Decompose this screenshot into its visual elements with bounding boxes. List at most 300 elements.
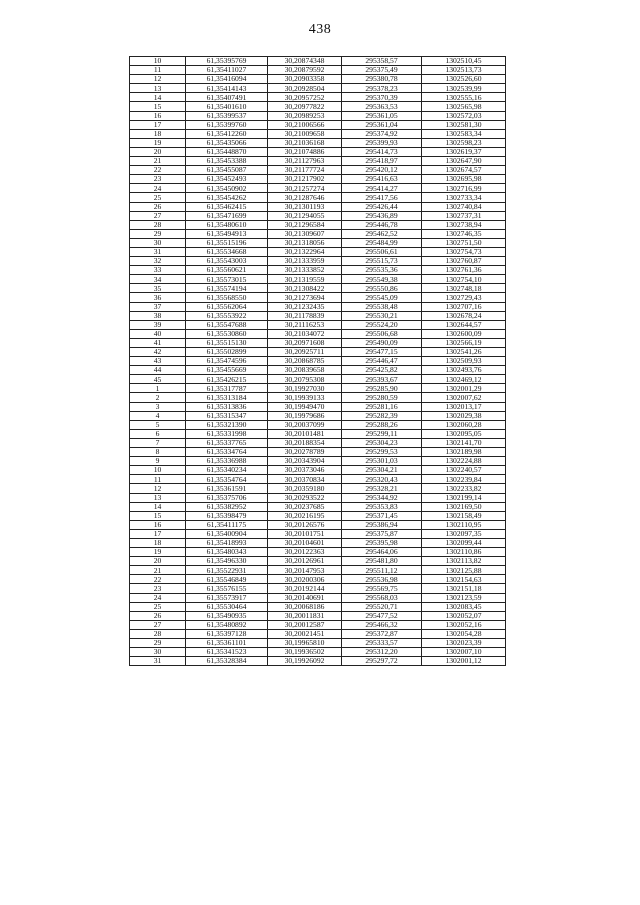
latitude-cell: 61,35494913 bbox=[186, 229, 268, 238]
point-number-cell: 5 bbox=[130, 420, 186, 429]
longitude-cell: 30,21217902 bbox=[268, 175, 342, 184]
longitude-cell: 30,21034072 bbox=[268, 329, 342, 338]
x-coordinate-cell: 295416,63 bbox=[342, 175, 422, 184]
point-number-cell: 17 bbox=[130, 120, 186, 129]
x-coordinate-cell: 295511,12 bbox=[342, 566, 422, 575]
x-coordinate-cell: 295549,38 bbox=[342, 275, 422, 284]
y-coordinate-cell: 1302469,12 bbox=[422, 375, 506, 384]
longitude-cell: 30,20293522 bbox=[268, 493, 342, 502]
longitude-cell: 30,20012587 bbox=[268, 620, 342, 629]
point-number-cell: 24 bbox=[130, 593, 186, 602]
longitude-cell: 30,21333852 bbox=[268, 266, 342, 275]
longitude-cell: 30,20359180 bbox=[268, 484, 342, 493]
x-coordinate-cell: 295304,23 bbox=[342, 438, 422, 447]
point-number-cell: 36 bbox=[130, 293, 186, 302]
table-row bbox=[130, 393, 506, 402]
x-coordinate-cell: 295420,12 bbox=[342, 166, 422, 175]
longitude-cell: 30,21318056 bbox=[268, 238, 342, 247]
latitude-cell: 61,35562064 bbox=[186, 302, 268, 311]
point-number-cell: 27 bbox=[130, 211, 186, 220]
point-number-cell: 19 bbox=[130, 548, 186, 557]
y-coordinate-cell: 1302737,31 bbox=[422, 211, 506, 220]
x-coordinate-cell: 295464,06 bbox=[342, 548, 422, 557]
x-coordinate-cell: 295380,78 bbox=[342, 75, 422, 84]
x-coordinate-cell: 295490,09 bbox=[342, 338, 422, 347]
y-coordinate-cell: 1302674,57 bbox=[422, 166, 506, 175]
longitude-cell: 30,20928504 bbox=[268, 84, 342, 93]
latitude-cell: 61,35416094 bbox=[186, 75, 268, 84]
y-coordinate-cell: 1302239,84 bbox=[422, 475, 506, 484]
table-row bbox=[130, 520, 506, 529]
x-coordinate-cell: 295353,83 bbox=[342, 502, 422, 511]
latitude-cell: 61,35462415 bbox=[186, 202, 268, 211]
y-coordinate-cell: 1302097,35 bbox=[422, 529, 506, 538]
table-row bbox=[130, 438, 506, 447]
latitude-cell: 61,35448870 bbox=[186, 147, 268, 156]
latitude-cell: 61,35382952 bbox=[186, 502, 268, 511]
x-coordinate-cell: 295506,68 bbox=[342, 329, 422, 338]
longitude-cell: 30,20192144 bbox=[268, 584, 342, 593]
x-coordinate-cell: 295375,87 bbox=[342, 529, 422, 538]
latitude-cell: 61,35361101 bbox=[186, 639, 268, 648]
table-row bbox=[130, 411, 506, 420]
x-coordinate-cell: 295288,26 bbox=[342, 420, 422, 429]
y-coordinate-cell: 1302581,30 bbox=[422, 120, 506, 129]
latitude-cell: 61,35573015 bbox=[186, 275, 268, 284]
longitude-cell: 30,21074886 bbox=[268, 147, 342, 156]
point-number-cell: 18 bbox=[130, 129, 186, 138]
table-row bbox=[130, 575, 506, 584]
longitude-cell: 30,20370834 bbox=[268, 475, 342, 484]
y-coordinate-cell: 1302566,19 bbox=[422, 338, 506, 347]
table-row bbox=[130, 384, 506, 393]
x-coordinate-cell: 295378,23 bbox=[342, 84, 422, 93]
longitude-cell: 30,20839658 bbox=[268, 366, 342, 375]
table-row bbox=[130, 284, 506, 293]
table-row bbox=[130, 184, 506, 193]
latitude-cell: 61,35411027 bbox=[186, 66, 268, 75]
latitude-cell: 61,35337765 bbox=[186, 438, 268, 447]
point-number-cell: 15 bbox=[130, 511, 186, 520]
longitude-cell: 30,20216195 bbox=[268, 511, 342, 520]
latitude-cell: 61,35576155 bbox=[186, 584, 268, 593]
longitude-cell: 30,20200306 bbox=[268, 575, 342, 584]
longitude-cell: 30,21009658 bbox=[268, 129, 342, 138]
table-row bbox=[130, 202, 506, 211]
table-row bbox=[130, 375, 506, 384]
x-coordinate-cell: 295281,16 bbox=[342, 402, 422, 411]
x-coordinate-cell: 295304,21 bbox=[342, 466, 422, 475]
longitude-cell: 30,20795308 bbox=[268, 375, 342, 384]
longitude-cell: 30,21333959 bbox=[268, 257, 342, 266]
y-coordinate-cell: 1302733,34 bbox=[422, 193, 506, 202]
table-row bbox=[130, 475, 506, 484]
latitude-cell: 61,35471699 bbox=[186, 211, 268, 220]
y-coordinate-cell: 1302158,49 bbox=[422, 511, 506, 520]
point-number-cell: 10 bbox=[130, 57, 186, 66]
y-coordinate-cell: 1302493,76 bbox=[422, 366, 506, 375]
point-number-cell: 8 bbox=[130, 448, 186, 457]
table-row bbox=[130, 138, 506, 147]
page-number: 438 bbox=[308, 22, 332, 37]
longitude-cell: 30,21036168 bbox=[268, 138, 342, 147]
x-coordinate-cell: 295399,93 bbox=[342, 138, 422, 147]
y-coordinate-cell: 1302083,45 bbox=[422, 602, 506, 611]
longitude-cell: 30,20989253 bbox=[268, 111, 342, 120]
table-row bbox=[130, 648, 506, 657]
latitude-cell: 61,35361591 bbox=[186, 484, 268, 493]
y-coordinate-cell: 1302052,16 bbox=[422, 620, 506, 629]
y-coordinate-cell: 1302154,63 bbox=[422, 575, 506, 584]
x-coordinate-cell: 295484,99 bbox=[342, 238, 422, 247]
y-coordinate-cell: 1302001,12 bbox=[422, 657, 506, 666]
longitude-cell: 30,19936502 bbox=[268, 648, 342, 657]
longitude-cell: 30,19927030 bbox=[268, 384, 342, 393]
y-coordinate-cell: 1302151,18 bbox=[422, 584, 506, 593]
latitude-cell: 61,35397128 bbox=[186, 629, 268, 638]
point-number-cell: 34 bbox=[130, 275, 186, 284]
table-row bbox=[130, 129, 506, 138]
point-number-cell: 37 bbox=[130, 302, 186, 311]
x-coordinate-cell: 295446,47 bbox=[342, 357, 422, 366]
point-number-cell: 42 bbox=[130, 348, 186, 357]
longitude-cell: 30,20373046 bbox=[268, 466, 342, 475]
point-number-cell: 44 bbox=[130, 366, 186, 375]
longitude-cell: 30,20977822 bbox=[268, 102, 342, 111]
x-coordinate-cell: 295466,32 bbox=[342, 620, 422, 629]
latitude-cell: 61,35328384 bbox=[186, 657, 268, 666]
x-coordinate-cell: 295361,04 bbox=[342, 120, 422, 129]
x-coordinate-cell: 295361,05 bbox=[342, 111, 422, 120]
point-number-cell: 41 bbox=[130, 338, 186, 347]
point-number-cell: 7 bbox=[130, 438, 186, 447]
y-coordinate-cell: 1302695,98 bbox=[422, 175, 506, 184]
point-number-cell: 21 bbox=[130, 157, 186, 166]
table-row bbox=[130, 402, 506, 411]
table-row bbox=[130, 157, 506, 166]
point-number-cell: 2 bbox=[130, 393, 186, 402]
point-number-cell: 29 bbox=[130, 229, 186, 238]
table-row bbox=[130, 211, 506, 220]
latitude-cell: 61,35515196 bbox=[186, 238, 268, 247]
longitude-cell: 30,21177724 bbox=[268, 166, 342, 175]
table-row bbox=[130, 639, 506, 648]
point-number-cell: 40 bbox=[130, 329, 186, 338]
latitude-cell: 61,35331998 bbox=[186, 429, 268, 438]
point-number-cell: 11 bbox=[130, 475, 186, 484]
y-coordinate-cell: 1302565,98 bbox=[422, 102, 506, 111]
x-coordinate-cell: 295550,86 bbox=[342, 284, 422, 293]
point-number-cell: 29 bbox=[130, 639, 186, 648]
latitude-cell: 61,35522931 bbox=[186, 566, 268, 575]
x-coordinate-cell: 295426,44 bbox=[342, 202, 422, 211]
x-coordinate-cell: 295393,67 bbox=[342, 375, 422, 384]
longitude-cell: 30,21296584 bbox=[268, 220, 342, 229]
longitude-cell: 30,20343904 bbox=[268, 457, 342, 466]
longitude-cell: 30,21006566 bbox=[268, 120, 342, 129]
longitude-cell: 30,21301193 bbox=[268, 202, 342, 211]
table-row bbox=[130, 220, 506, 229]
latitude-cell: 61,35502899 bbox=[186, 348, 268, 357]
latitude-cell: 61,35401610 bbox=[186, 102, 268, 111]
table-row bbox=[130, 302, 506, 311]
longitude-cell: 30,21322964 bbox=[268, 247, 342, 256]
table-row bbox=[130, 93, 506, 102]
y-coordinate-cell: 1302233,82 bbox=[422, 484, 506, 493]
table-row bbox=[130, 620, 506, 629]
x-coordinate-cell: 295414,73 bbox=[342, 147, 422, 156]
table-row bbox=[130, 147, 506, 156]
longitude-cell: 30,21116253 bbox=[268, 320, 342, 329]
x-coordinate-cell: 295282,39 bbox=[342, 411, 422, 420]
point-number-cell: 33 bbox=[130, 266, 186, 275]
table-row bbox=[130, 602, 506, 611]
y-coordinate-cell: 1302060,28 bbox=[422, 420, 506, 429]
x-coordinate-cell: 295524,20 bbox=[342, 320, 422, 329]
point-number-cell: 9 bbox=[130, 457, 186, 466]
y-coordinate-cell: 1302583,34 bbox=[422, 129, 506, 138]
longitude-cell: 30,20879592 bbox=[268, 66, 342, 75]
longitude-cell: 30,20868785 bbox=[268, 357, 342, 366]
point-number-cell: 14 bbox=[130, 93, 186, 102]
x-coordinate-cell: 295462,52 bbox=[342, 229, 422, 238]
longitude-cell: 30,20126576 bbox=[268, 520, 342, 529]
y-coordinate-cell: 1302754,10 bbox=[422, 275, 506, 284]
point-number-cell: 17 bbox=[130, 529, 186, 538]
table-row bbox=[130, 102, 506, 111]
latitude-cell: 61,35412260 bbox=[186, 129, 268, 138]
table-row bbox=[130, 57, 506, 66]
latitude-cell: 61,35515130 bbox=[186, 338, 268, 347]
longitude-cell: 30,21294055 bbox=[268, 211, 342, 220]
longitude-cell: 30,19979686 bbox=[268, 411, 342, 420]
point-number-cell: 31 bbox=[130, 657, 186, 666]
x-coordinate-cell: 295328,21 bbox=[342, 484, 422, 493]
table-row bbox=[130, 329, 506, 338]
x-coordinate-cell: 295395,98 bbox=[342, 538, 422, 547]
table-row bbox=[130, 420, 506, 429]
latitude-cell: 61,35418993 bbox=[186, 538, 268, 547]
coordinates-table-body bbox=[130, 57, 506, 666]
y-coordinate-cell: 1302095,05 bbox=[422, 429, 506, 438]
longitude-cell: 30,21178839 bbox=[268, 311, 342, 320]
point-number-cell: 22 bbox=[130, 166, 186, 175]
latitude-cell: 61,35334764 bbox=[186, 448, 268, 457]
x-coordinate-cell: 295520,71 bbox=[342, 602, 422, 611]
y-coordinate-cell: 1302746,35 bbox=[422, 229, 506, 238]
y-coordinate-cell: 1302123,59 bbox=[422, 593, 506, 602]
y-coordinate-cell: 1302013,17 bbox=[422, 402, 506, 411]
table-row bbox=[130, 584, 506, 593]
longitude-cell: 30,20104601 bbox=[268, 538, 342, 547]
y-coordinate-cell: 1302029,38 bbox=[422, 411, 506, 420]
y-coordinate-cell: 1302189,98 bbox=[422, 448, 506, 457]
latitude-cell: 61,35321390 bbox=[186, 420, 268, 429]
latitude-cell: 61,35480610 bbox=[186, 220, 268, 229]
latitude-cell: 61,35400904 bbox=[186, 529, 268, 538]
y-coordinate-cell: 1302113,82 bbox=[422, 557, 506, 566]
point-number-cell: 23 bbox=[130, 584, 186, 593]
longitude-cell: 30,19926092 bbox=[268, 657, 342, 666]
y-coordinate-cell: 1302240,57 bbox=[422, 466, 506, 475]
y-coordinate-cell: 1302716,99 bbox=[422, 184, 506, 193]
longitude-cell: 30,21287646 bbox=[268, 193, 342, 202]
y-coordinate-cell: 1302001,29 bbox=[422, 384, 506, 393]
y-coordinate-cell: 1302224,88 bbox=[422, 457, 506, 466]
x-coordinate-cell: 295312,20 bbox=[342, 648, 422, 657]
latitude-cell: 61,35341523 bbox=[186, 648, 268, 657]
point-number-cell: 20 bbox=[130, 147, 186, 156]
y-coordinate-cell: 1302707,16 bbox=[422, 302, 506, 311]
x-coordinate-cell: 295386,94 bbox=[342, 520, 422, 529]
longitude-cell: 30,20021451 bbox=[268, 629, 342, 638]
latitude-cell: 61,35398479 bbox=[186, 511, 268, 520]
point-number-cell: 43 bbox=[130, 357, 186, 366]
longitude-cell: 30,20068186 bbox=[268, 602, 342, 611]
longitude-cell: 30,21309607 bbox=[268, 229, 342, 238]
point-number-cell: 19 bbox=[130, 138, 186, 147]
x-coordinate-cell: 295535,36 bbox=[342, 266, 422, 275]
point-number-cell: 12 bbox=[130, 75, 186, 84]
point-number-cell: 26 bbox=[130, 202, 186, 211]
table-row bbox=[130, 175, 506, 184]
longitude-cell: 30,20140691 bbox=[268, 593, 342, 602]
x-coordinate-cell: 295569,75 bbox=[342, 584, 422, 593]
table-row bbox=[130, 511, 506, 520]
table-row bbox=[130, 538, 506, 547]
table-row bbox=[130, 111, 506, 120]
table-row bbox=[130, 166, 506, 175]
latitude-cell: 61,35452493 bbox=[186, 175, 268, 184]
longitude-cell: 30,20874348 bbox=[268, 57, 342, 66]
table-row bbox=[130, 448, 506, 457]
latitude-cell: 61,35455087 bbox=[186, 166, 268, 175]
longitude-cell: 30,20188354 bbox=[268, 438, 342, 447]
y-coordinate-cell: 1302110,86 bbox=[422, 548, 506, 557]
latitude-cell: 61,35474596 bbox=[186, 357, 268, 366]
y-coordinate-cell: 1302199,14 bbox=[422, 493, 506, 502]
y-coordinate-cell: 1302598,23 bbox=[422, 138, 506, 147]
longitude-cell: 30,20011831 bbox=[268, 611, 342, 620]
longitude-cell: 30,21319559 bbox=[268, 275, 342, 284]
y-coordinate-cell: 1302541,26 bbox=[422, 348, 506, 357]
x-coordinate-cell: 295436,89 bbox=[342, 211, 422, 220]
longitude-cell: 30,19949470 bbox=[268, 402, 342, 411]
x-coordinate-cell: 295299,53 bbox=[342, 448, 422, 457]
point-number-cell: 30 bbox=[130, 238, 186, 247]
point-number-cell: 4 bbox=[130, 411, 186, 420]
x-coordinate-cell: 295297,72 bbox=[342, 657, 422, 666]
point-number-cell: 23 bbox=[130, 175, 186, 184]
latitude-cell: 61,35313184 bbox=[186, 393, 268, 402]
x-coordinate-cell: 295538,48 bbox=[342, 302, 422, 311]
point-number-cell: 24 bbox=[130, 184, 186, 193]
y-coordinate-cell: 1302600,09 bbox=[422, 329, 506, 338]
point-number-cell: 45 bbox=[130, 375, 186, 384]
x-coordinate-cell: 295371,45 bbox=[342, 511, 422, 520]
y-coordinate-cell: 1302760,87 bbox=[422, 257, 506, 266]
y-coordinate-cell: 1302141,70 bbox=[422, 438, 506, 447]
point-number-cell: 12 bbox=[130, 484, 186, 493]
y-coordinate-cell: 1302007,10 bbox=[422, 648, 506, 657]
latitude-cell: 61,35574194 bbox=[186, 284, 268, 293]
x-coordinate-cell: 295477,52 bbox=[342, 611, 422, 620]
latitude-cell: 61,35435066 bbox=[186, 138, 268, 147]
y-coordinate-cell: 1302761,36 bbox=[422, 266, 506, 275]
latitude-cell: 61,35553922 bbox=[186, 311, 268, 320]
longitude-cell: 30,20903358 bbox=[268, 75, 342, 84]
longitude-cell: 30,21273694 bbox=[268, 293, 342, 302]
x-coordinate-cell: 295446,78 bbox=[342, 220, 422, 229]
y-coordinate-cell: 1302555,16 bbox=[422, 93, 506, 102]
table-row bbox=[130, 357, 506, 366]
table-row bbox=[130, 529, 506, 538]
point-number-cell: 21 bbox=[130, 566, 186, 575]
latitude-cell: 61,35543003 bbox=[186, 257, 268, 266]
x-coordinate-cell: 295280,59 bbox=[342, 393, 422, 402]
latitude-cell: 61,35490935 bbox=[186, 611, 268, 620]
x-coordinate-cell: 295370,39 bbox=[342, 93, 422, 102]
longitude-cell: 30,20278789 bbox=[268, 448, 342, 457]
x-coordinate-cell: 295344,92 bbox=[342, 493, 422, 502]
point-number-cell: 31 bbox=[130, 247, 186, 256]
point-number-cell: 25 bbox=[130, 193, 186, 202]
table-row bbox=[130, 457, 506, 466]
y-coordinate-cell: 1302526,60 bbox=[422, 75, 506, 84]
longitude-cell: 30,20101751 bbox=[268, 529, 342, 538]
x-coordinate-cell: 295417,56 bbox=[342, 193, 422, 202]
latitude-cell: 61,35568550 bbox=[186, 293, 268, 302]
latitude-cell: 61,35426215 bbox=[186, 375, 268, 384]
table-row bbox=[130, 320, 506, 329]
table-row bbox=[130, 548, 506, 557]
x-coordinate-cell: 295418,97 bbox=[342, 157, 422, 166]
point-number-cell: 26 bbox=[130, 611, 186, 620]
point-number-cell: 15 bbox=[130, 102, 186, 111]
table-row bbox=[130, 493, 506, 502]
x-coordinate-cell: 295477,15 bbox=[342, 348, 422, 357]
x-coordinate-cell: 295358,57 bbox=[342, 57, 422, 66]
y-coordinate-cell: 1302647,90 bbox=[422, 157, 506, 166]
table-row bbox=[130, 593, 506, 602]
x-coordinate-cell: 295530,21 bbox=[342, 311, 422, 320]
table-row bbox=[130, 629, 506, 638]
table-row bbox=[130, 84, 506, 93]
x-coordinate-cell: 295320,43 bbox=[342, 475, 422, 484]
latitude-cell: 61,35546849 bbox=[186, 575, 268, 584]
table-row bbox=[130, 466, 506, 475]
table-row bbox=[130, 247, 506, 256]
longitude-cell: 30,21127963 bbox=[268, 157, 342, 166]
x-coordinate-cell: 295425,82 bbox=[342, 366, 422, 375]
longitude-cell: 30,21257274 bbox=[268, 184, 342, 193]
latitude-cell: 61,35530860 bbox=[186, 329, 268, 338]
latitude-cell: 61,35375706 bbox=[186, 493, 268, 502]
x-coordinate-cell: 295285,90 bbox=[342, 384, 422, 393]
x-coordinate-cell: 295299,11 bbox=[342, 429, 422, 438]
table-row bbox=[130, 120, 506, 129]
y-coordinate-cell: 1302729,43 bbox=[422, 293, 506, 302]
y-coordinate-cell: 1302539,99 bbox=[422, 84, 506, 93]
y-coordinate-cell: 1302052,07 bbox=[422, 611, 506, 620]
point-number-cell: 27 bbox=[130, 620, 186, 629]
latitude-cell: 61,35496330 bbox=[186, 557, 268, 566]
latitude-cell: 61,35395769 bbox=[186, 57, 268, 66]
point-number-cell: 22 bbox=[130, 575, 186, 584]
latitude-cell: 61,35573917 bbox=[186, 593, 268, 602]
y-coordinate-cell: 1302738,94 bbox=[422, 220, 506, 229]
y-coordinate-cell: 1302619,37 bbox=[422, 147, 506, 156]
